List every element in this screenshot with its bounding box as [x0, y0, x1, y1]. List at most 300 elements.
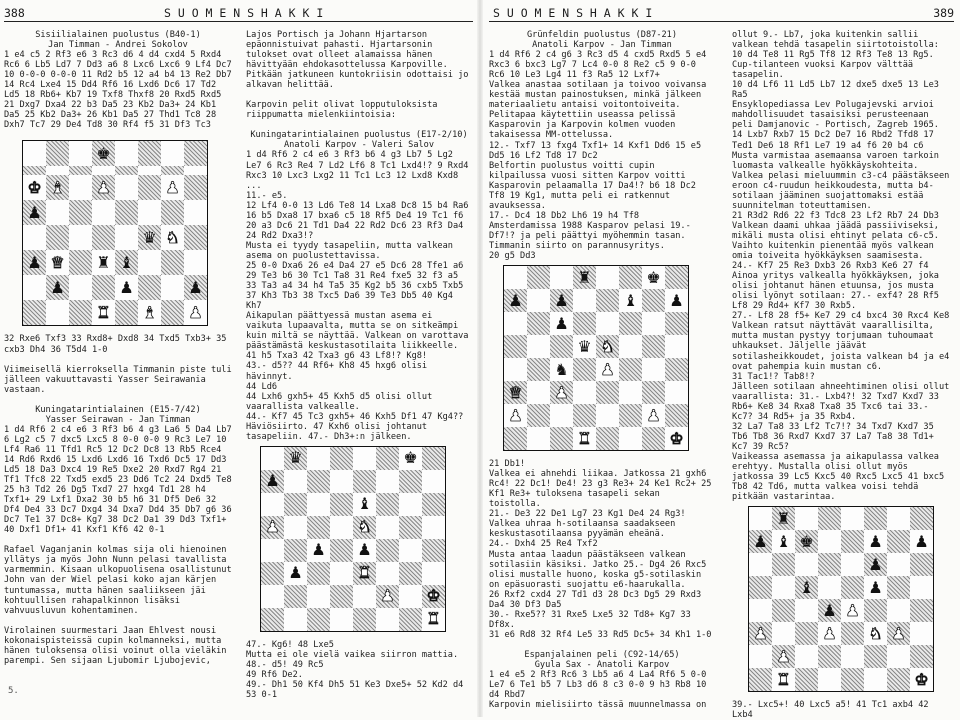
board-square: [161, 166, 184, 175]
board-square: [23, 225, 46, 250]
board-square: [619, 312, 642, 335]
black-bishop-icon: ♝: [357, 494, 372, 514]
white-pawn-icon: ♟: [891, 623, 906, 643]
game3-title: Kuningatarintialainen puolustus (E17-2/10): [250, 130, 468, 141]
board-square: [353, 493, 376, 516]
board-square: [795, 530, 818, 553]
page-number-left: 388: [4, 6, 25, 20]
col4-text-d: 14 Lxb7 Rxb7 15 Dc2 De7 16 Rbd2 Tfd8 17 Ted1 De6 18 Rf1 Le7 19 a4 f6 20 b4 c6: [732, 130, 934, 151]
board-square: [23, 141, 46, 166]
board-square: [864, 530, 887, 553]
col4-text-e: Musta varmistaa asemaansa varoen tarkoin luomasta valkealle hyökkäyskohteita. Valkea pelasi mieluummin c3-c4 päästäkseen eroon c4-ruudun heikkoudesta, mutta b4-sotilaan jääminen suojattomaksi estää suunnitelman toteuttamisen.: [732, 150, 950, 211]
board-square: [376, 516, 399, 539]
board-square: [619, 335, 642, 358]
board-square: [665, 427, 688, 450]
virolainen-paragraph: Virolainen suurmestari Jaan Ehlvest nousi kokonaispisteissä cupin kolmanneksi, mutta hänen tuloksensa olisi voinut olla vieläkin parempi. Sen sijaan Ljubomir Ljubojevic,: [4, 625, 227, 666]
board-square: [307, 470, 330, 493]
white-pawn-icon: ♟: [96, 177, 111, 197]
board-square: [910, 645, 933, 668]
game5-players: Gyula Sax - Anatoli Karpov: [534, 659, 670, 670]
board-square: [115, 175, 138, 200]
board-square: [795, 576, 818, 599]
game4-moves2: 12.- Txf7 13 fxg4 Txf1+ 14 Kxf1 Dd6 15 e5 Dd5 16 Lf2 Td8 17 Dc2: [489, 140, 702, 161]
board-square: [330, 608, 353, 631]
board-square: [749, 507, 772, 530]
game3-moves3: 41 h5 Txa3 42 Txa3 g6 43 Lf8!? Kg8!: [246, 351, 428, 362]
board-square: [864, 668, 887, 691]
board-square: [818, 668, 841, 691]
board-square: [665, 289, 688, 312]
white-knight-icon: ♞: [868, 623, 883, 643]
board-square: [138, 275, 161, 300]
board-square: [138, 300, 161, 325]
board-square: [92, 300, 115, 325]
board-square: [330, 493, 353, 516]
board-square: [399, 470, 422, 493]
board-square: [772, 507, 795, 530]
board-square: [353, 470, 376, 493]
running-head-left: S U O M E N S H A K K I: [164, 6, 324, 20]
board-square: [596, 404, 619, 427]
board-square: [399, 539, 422, 562]
game5-moves: 1 e4 e5 2 Rf3 Rc6 3 Lb5 a6 4 La4 Rf6 5 0-0 Le7 6 Te1 b5 7 Lb3 d6 8 c3 0-0 9 h3 Rb8 10 d4 Rbd7: [489, 670, 707, 701]
board-square: [46, 175, 69, 200]
game4-comment5: Valkea uhraa h-sotilaansa saadakseen keskustasotilaansa pyyämän eheänä.: [489, 519, 676, 540]
board-square: [772, 599, 795, 622]
board-square: [749, 576, 772, 599]
board-square: [261, 539, 284, 562]
board-square: [504, 312, 527, 335]
black-pawn-icon: ♟: [554, 290, 569, 310]
white-pawn-icon: ♟: [508, 405, 523, 425]
board-square: [92, 250, 115, 275]
board-square: [46, 166, 69, 175]
board-square: [92, 200, 115, 225]
game2-title: Kuningatarintialainen (E15-7/42): [35, 404, 201, 415]
white-pawn-icon: ♟: [753, 623, 768, 643]
black-pawn-icon: ♟: [265, 471, 280, 491]
col4-text-o: Vaikeassa asemassa ja aikapulassa valkea erehtyy. Mustalla olisi ollut myös jatkossa 39 Lc5 Kxc5 40 Rxc5 Lxc5 41 bxc5 Tb8 42 Td6, mutta valkea voisi tehdä pitkään vastarintaa.: [732, 451, 945, 503]
white-bishop-icon: ♝: [50, 177, 65, 197]
column-4: [732, 30, 954, 720]
game3-end3: 48.- d5! 49 Rc5: [246, 659, 324, 670]
board-square: [261, 447, 284, 470]
board-square: [422, 493, 445, 516]
black-pawn-icon: ♟: [50, 277, 65, 297]
game1-players: Jan Timman - Andrei Sokolov: [48, 40, 188, 51]
col4-text-g: Valkean daami uhkaa jäädä passiiviseksi, mikäli musta olisi ehtinyt pelata c6-c5. Vaihto kuitenkin pienentää myös valkean omia toiveita hyökkäyksen saamisesta.: [732, 220, 939, 262]
white-pawn-icon: ♟: [776, 646, 791, 666]
board-square: [399, 516, 422, 539]
board-square: [46, 250, 69, 275]
board-square: [284, 562, 307, 585]
board-square: [772, 622, 795, 645]
board-square: [115, 141, 138, 166]
running-head-right: S U O M E N S H A K K I: [493, 6, 653, 20]
board-square: [284, 585, 307, 608]
game4-comment3: Amsterdamissa 1988 Kasparov pelasi 19.- Df7!? ja peli päättyi myöhemmin tasan. Timmanin siirto on parannusyritys.: [489, 220, 691, 251]
board-square: [841, 599, 864, 622]
game3-players: Anatoli Karpov - Valeri Salov: [283, 140, 435, 151]
board-square: [795, 599, 818, 622]
white-rook-icon: ♜: [577, 428, 592, 448]
game3-end5: 49.- Dh1 50 Kf4 Dh5 51 Ke3 Dxe5+ 52 Kd2 d4 53 0-1: [246, 680, 464, 701]
board-square: [864, 645, 887, 668]
column-1: [4, 30, 232, 710]
board-square: [596, 381, 619, 404]
black-pawn-icon: ♟: [508, 290, 523, 310]
board-square: [161, 141, 184, 166]
game4-moves4: 20 g5 Dd3: [489, 251, 536, 262]
board-square: [399, 585, 422, 608]
white-pawn-icon: ♟: [380, 586, 395, 606]
game1-title: Sisiilialainen puolustus (B40-1): [35, 30, 201, 40]
board-square: [330, 539, 353, 562]
black-rook-icon: ♜: [96, 252, 111, 272]
board-square: [161, 300, 184, 325]
chess-diagram-3: [503, 265, 689, 451]
board-square: [184, 166, 207, 175]
col4-text-i: Ainoa yritys valkealla hyökkäyksen, joka olisi johtanut hänen etuunsa, jos musta olisi lyönyt sotilaan: 27.- exf4? 28 Rf5 Lf8 29 Rd4+ Kf7 30 Rxb5.: [732, 271, 939, 312]
board-square: [841, 553, 864, 576]
book-gutter: [477, 0, 483, 717]
board-square: [887, 622, 910, 645]
white-knight-icon: ♞: [600, 336, 615, 356]
board-square: [161, 250, 184, 275]
board-square: [353, 585, 376, 608]
portisch-paragraph: Lajos Portisch ja Johann Hjartarson epäonnistuivat pahasti. Hjartarsonin tulokset ovat olleet alamaissa hänen hävittyään ehdokasottelussa Karpoville. Pitkään jatkuneen kuntokriisin odottaisi jo alkavan helittää.: [246, 30, 469, 91]
board-square: [115, 275, 138, 300]
board-square: [138, 141, 161, 166]
board-square: [504, 358, 527, 381]
board-square: [184, 275, 207, 300]
board-square: [69, 250, 92, 275]
board-square: [596, 335, 619, 358]
white-pawn-icon: ♟: [188, 302, 203, 322]
board-square: [550, 312, 573, 335]
game3-end1: 47.- Kg6! 48 Lxe5: [246, 639, 334, 650]
col4-text-l: 31 Tac1!? Tab8!?: [732, 371, 815, 382]
board-square: [527, 312, 550, 335]
board-square: [573, 289, 596, 312]
board-square: [642, 358, 665, 381]
board-square: [910, 507, 933, 530]
board-square: [184, 300, 207, 325]
board-square: [422, 562, 445, 585]
game4-players: Anatoli Karpov - Jan Timman: [532, 40, 672, 51]
black-pawn-icon: ♟: [868, 577, 883, 597]
board-square: [399, 447, 422, 470]
column-2: [246, 30, 472, 710]
board-square: [376, 562, 399, 585]
board-square: [92, 141, 115, 166]
black-queen-icon: ♛: [577, 336, 592, 356]
board-square: [376, 447, 399, 470]
right-page-header: [485, 6, 960, 20]
board-square: [527, 358, 550, 381]
game3-moves7: 44.- Kf7 45 Tc3 gxh5+ 46 Kxh5 Df1 47 Kg4??: [246, 411, 464, 422]
white-king-icon: ♚: [27, 177, 42, 197]
game3-moves: 1 d4 Rf6 2 c4 e6 3 Rf3 b6 4 g3 Lb7 5 Lg2 Le7 6 Rc3 Re4 7 Ld2 Lf6 8 Tc1 Lxd4!? 9 Rxd4 Rxc3 10 Lxc3 Lxg2 11 Tc1 Lc3 12 Lxd8 Kxd8 ...: [246, 150, 469, 191]
board-square: [642, 289, 665, 312]
game3-moves2: 25 0-0 Dxa6 26 e4 Da4 27 e5 Dc6 28 Tfe1 a6 29 Te3 b6 30 Tc1 Ta8 31 Re4 fxe5 32 f3 a5 33 Ta3 a4 34 h4 Ta5 35 Kg2 b5 36 cxb5 Txb5 37 Kh3 Tb3 38 Txc5 Da6 39 Te3 Db5 40 Kg4 Kh7: [246, 260, 464, 312]
col4-text-f: 21 R3d2 Rd6 22 f3 Tdc8 23 Lf2 Rb7 24 Db3: [732, 210, 939, 221]
game3-comment3: Häviösiirto. 47 Kxh6 olisi johtanut tasapeliin. 47.- Dh3+:n jälkeen.: [246, 421, 428, 442]
board-square: [795, 507, 818, 530]
board-square: [23, 166, 46, 175]
board-square: [376, 470, 399, 493]
board-square: [115, 200, 138, 225]
board-square: [550, 289, 573, 312]
board-square: [23, 300, 46, 325]
black-pawn-icon: ♟: [357, 540, 372, 560]
board-square: [665, 404, 688, 427]
game3-end4: 49 Rf6 De2.: [246, 669, 303, 680]
board-square: [422, 447, 445, 470]
board-square: [772, 576, 795, 599]
board-square: [550, 335, 573, 358]
game3-comment2: Aikapulan päättyessä mustan asema ei vaikuta lupaavalta, mutta se on sitkeämpi kuin miltä se näyttää. Valkean on varottava päästämästä keskustasotilaita liikkeelle.: [246, 311, 469, 352]
board-square: [795, 668, 818, 691]
board-square: [307, 516, 330, 539]
board-square: [573, 381, 596, 404]
board-square: [307, 493, 330, 516]
board-square: [399, 562, 422, 585]
board-square: [749, 530, 772, 553]
white-queen-icon: ♛: [50, 252, 65, 272]
chess-diagram-2: [260, 446, 446, 632]
board-square: [642, 266, 665, 289]
col4-text-j: 27.- Lf8 28 f5+ Ke7 29 c4 bxc4 30 Rxc4 Ke8: [732, 311, 950, 322]
board-square: [422, 470, 445, 493]
col4-text-b: 10 d4 Lf6 11 Ld5 Lb7 12 dxe5 dxe5 13 Le3 Ra5: [732, 80, 939, 101]
board-square: [864, 622, 887, 645]
board-square: [910, 576, 933, 599]
board-square: [23, 275, 46, 300]
board-square: [841, 507, 864, 530]
col4-text-c: Ensyklopediassa Lev Polugajevski arvioi mahdollisuudet tasaisiksi perusteenaan peli Damjanovic - Portisch, Zagreb 1965.: [732, 100, 939, 131]
game4-moves7: 24.- Dxh4 25 Re4 Txf2: [489, 539, 598, 550]
board-square: [261, 493, 284, 516]
board-square: [665, 266, 688, 289]
board-square: [353, 447, 376, 470]
black-bishop-icon: ♝: [623, 290, 638, 310]
board-square: [550, 381, 573, 404]
board-square: [307, 608, 330, 631]
black-pawn-icon: ♟: [868, 554, 883, 574]
board-square: [184, 225, 207, 250]
board-square: [115, 166, 138, 175]
board-square: [527, 289, 550, 312]
game2-moves: 1 d4 Rf6 2 c4 e6 3 Rf3 b6 4 g3 La6 5 Da4 Lb7 6 Lg2 c5 7 dxc5 Lxc5 8 0-0 0-0 9 Rc3 Le7 10 Lf4 Ra6 11 Tfd1 Rc5 12 Dc2 Dc8 13 Rb5 Rce4 14 Rd6 Rxd6 15 Lxd6 Lxd6 16 Txd6 Dc5 17 Dd3 Ld5 18 Da3 Dxc4 19 Re5 Dxe2 20 Rxd7 Rg4 21 Tf1 Tfc8 22 Txd5 exd5 23 Dd6 Tc2 24 Dxd5 Te8 25 h3 Td2 26 Dg5 Txd7 27 hxg4 Td1 28 h4 Txf1+ 29 Lxf1 Dxa2 30 b5 h6 31 Df5 De6 32 Df4 De4 33 Dc7 Dxg4 34 Dxa7 Dd4 35 Db7 g6 36 Dc7 Te1 37 Dc8+ Kg7 38 Dc2 Da1 39 Dd3 Txf1+ 40 Dxf1 Df1+ 41 Kxf1 Kf6 42 0-1: [4, 424, 232, 536]
game3-text-a: 11.- e5.: [246, 190, 288, 201]
black-king-icon: ♚: [403, 448, 418, 468]
board-square: [841, 622, 864, 645]
board-square: [46, 141, 69, 166]
board-square: [330, 585, 353, 608]
board-square: [92, 166, 115, 175]
game3-moves4: 43.- d5?? 44 Rf6+ Kh8 45 hxg6 olisi hävinnyt.: [246, 361, 428, 382]
white-rook-icon: ♜: [426, 609, 441, 629]
white-rook-icon: ♜: [357, 563, 372, 583]
board-square: [69, 275, 92, 300]
black-pawn-icon: ♟: [669, 290, 684, 310]
board-square: [376, 585, 399, 608]
chess-diagram-1: [22, 140, 208, 326]
game4-moves3: 17.- Dc4 18 Db2 Lh6 19 h4 Tf8: [489, 210, 640, 221]
board-square: [910, 622, 933, 645]
board-square: [92, 275, 115, 300]
board-square: [46, 225, 69, 250]
game4-moves10: 31 e6 Rd8 32 Rf4 Le5 33 Rd5 Dc5+ 34 Kh1 1-0: [489, 629, 712, 640]
black-queen-icon: ♛: [142, 227, 157, 247]
board-square: [795, 645, 818, 668]
board-square: [818, 576, 841, 599]
board-square: [749, 599, 772, 622]
board-square: [527, 266, 550, 289]
board-square: [596, 427, 619, 450]
board-square: [642, 404, 665, 427]
board-square: [841, 668, 864, 691]
board-square: [284, 470, 307, 493]
board-square: [23, 200, 46, 225]
white-king-icon: ♚: [426, 586, 441, 606]
board-square: [330, 516, 353, 539]
black-rook-icon: ♜: [577, 267, 592, 287]
board-square: [619, 381, 642, 404]
board-square: [422, 585, 445, 608]
black-pawn-icon: ♟: [868, 531, 883, 551]
black-pawn-icon: ♟: [554, 313, 569, 333]
board-square: [619, 427, 642, 450]
board-square: [841, 645, 864, 668]
board-square: [92, 175, 115, 200]
board-square: [887, 668, 910, 691]
white-queen-icon: ♛: [508, 382, 523, 402]
white-king-icon: ♚: [914, 669, 929, 689]
white-pawn-icon: ♟: [845, 600, 860, 620]
board-square: [504, 266, 527, 289]
game4-comment4: Valkea ei ahnehdi liikaa. Jatkossa 21 gxh6 Rc4! 22 Dc1! De4! 23 g3 Re3+ 24 Ke1 Rc2+ 25 Kf1 Re3+ tuloksena tasapeli sekan toistolla.: [489, 469, 712, 510]
board-square: [353, 608, 376, 631]
black-rook-icon: ♜: [776, 508, 791, 528]
black-king-icon: ♚: [646, 267, 661, 287]
board-square: [261, 516, 284, 539]
black-pawn-icon: ♟: [822, 600, 837, 620]
board-square: [818, 507, 841, 530]
board-square: [887, 576, 910, 599]
col4-text-a: ollut 9.- Lb7, joka kuitenkin sallii valkean tehdä tasapelin siirtotoistolla: 10 d4 Te8 11 Rg5 Tf8 12 Rf3 Te8 13 Rg5. Cup-tilanteen vuoksi Karpov välttää tasapelin.: [732, 30, 939, 81]
board-square: [818, 645, 841, 668]
board-square: [161, 200, 184, 225]
board-square: [910, 668, 933, 691]
board-square: [46, 200, 69, 225]
black-pawn-icon: ♟: [914, 531, 929, 551]
col4-text-k: Valkean ratsut näyttävät vaarallisilta, mutta mustan pystyy torjumaan tuhoumaat uhkaukset. Jäljelle jäävät sotilasheikkoudet, joista valkean b4 ja e4 ovat pahempia kuin mustan c6.: [732, 321, 950, 372]
board-square: [841, 576, 864, 599]
board-square: [749, 668, 772, 691]
black-pawn-icon: ♟: [753, 531, 768, 551]
board-square: [573, 358, 596, 381]
board-square: [504, 289, 527, 312]
black-bishop-icon: ♝: [799, 577, 814, 597]
board-square: [46, 300, 69, 325]
game4-comment6: Musta antaa laadun päästäkseen valkean sotilasiin käsiksi. Jatko 25.- Dg4 26 Rxc5 olisi mustalle huono, koska g5-sotilaskin on epäsuorasti suojattu e6-haarukalla.: [489, 549, 707, 590]
board-square: [399, 608, 422, 631]
bottom-mark: 5.: [8, 686, 19, 696]
board-square: [772, 553, 795, 576]
chess-diagram-4: [748, 506, 934, 692]
board-square: [353, 516, 376, 539]
game2-players: Yasser Seirawan - Jan Timman: [45, 414, 191, 425]
board-square: [184, 250, 207, 275]
board-square: [596, 266, 619, 289]
board-square: [910, 599, 933, 622]
board-square: [749, 553, 772, 576]
board-square: [504, 335, 527, 358]
game3-comment: Musta ei tyydy tasapeliin, mutta valkean asema on puolustettavissa.: [246, 240, 453, 261]
white-pawn-icon: ♟: [165, 177, 180, 197]
board-square: [665, 381, 688, 404]
board-square: [138, 175, 161, 200]
board-square: [161, 275, 184, 300]
white-rook-icon: ♜: [96, 302, 111, 322]
board-square: [864, 553, 887, 576]
board-square: [330, 562, 353, 585]
col4-text-m: Jälleen sotilaan ahneehtiminen olisi ollut vaarallista: 31.- Lxb4?! 32 Txd7 Kxd7 33 Rb6+ Ke8 34 Rxa8 Txa8 35 Txc6 tai 33.- Kc7? 34 Rd5+ ja 35 Rxb4.: [732, 381, 950, 422]
board-square: [642, 312, 665, 335]
black-queen-icon: ♛: [288, 448, 303, 468]
black-pawn-icon: ♟: [188, 277, 203, 297]
game5-title: Espanjalainen peli (C92-14/65): [524, 649, 680, 660]
game4-moves5: 21 Db1!: [489, 459, 526, 470]
white-pawn-icon: ♟: [265, 517, 280, 537]
board-square: [642, 381, 665, 404]
black-pawn-icon: ♟: [119, 277, 134, 297]
board-square: [504, 404, 527, 427]
board-square: [138, 225, 161, 250]
board-square: [422, 539, 445, 562]
board-square: [818, 553, 841, 576]
black-pawn-icon: ♟: [311, 540, 326, 560]
board-square: [161, 175, 184, 200]
board-square: [573, 427, 596, 450]
board-square: [573, 404, 596, 427]
board-square: [795, 553, 818, 576]
header-rule-right: [489, 21, 954, 22]
page-number-right: 389: [933, 6, 954, 20]
board-square: [619, 289, 642, 312]
board-square: [330, 470, 353, 493]
board-square: [841, 530, 864, 553]
board-square: [887, 645, 910, 668]
board-square: [772, 530, 795, 553]
black-bishop-icon: ♝: [776, 531, 791, 551]
black-bishop-icon: ♝: [119, 252, 134, 272]
white-rook-icon: ♜: [776, 669, 791, 689]
board-square: [818, 530, 841, 553]
board-square: [69, 141, 92, 166]
board-square: [772, 645, 795, 668]
game4-comment: Valkea anastaa sotilaan ja toivoo voivansa kestää mustan painostuksen, minkä jälkeen materiaalietu antaisi voitontoiveita. Pelitapaa käytettiin useassa pelissä Kasparovin ja Karpovin kolmen vuoden takaisessa MM-ottelussa.: [489, 80, 707, 141]
board-square: [422, 516, 445, 539]
board-square: [596, 289, 619, 312]
board-square: [887, 599, 910, 622]
board-square: [46, 275, 69, 300]
board-square: [596, 358, 619, 381]
board-square: [92, 225, 115, 250]
board-square: [573, 266, 596, 289]
